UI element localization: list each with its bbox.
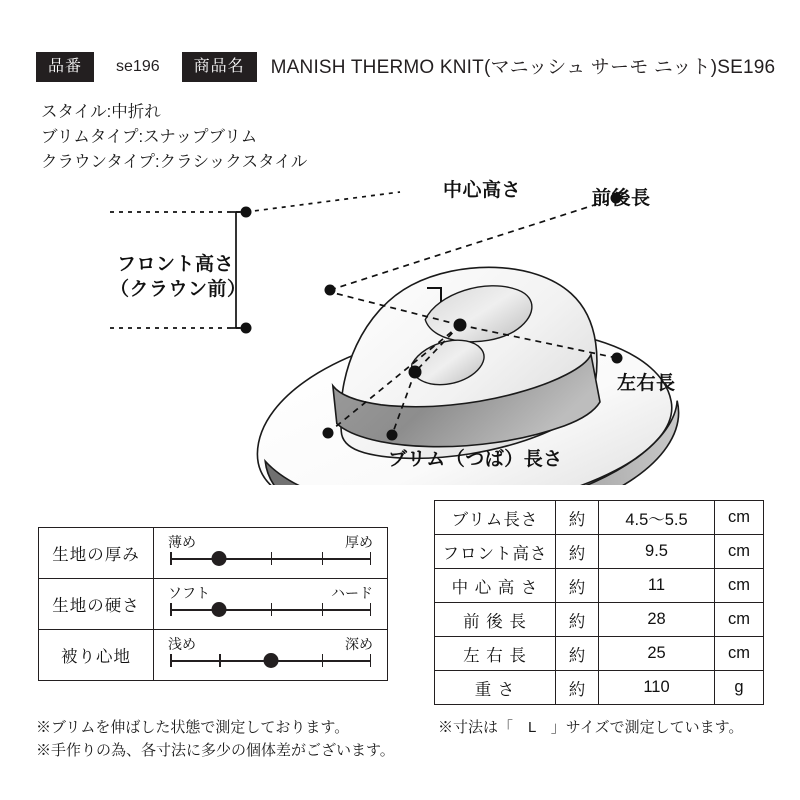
measure-approx: 約 <box>556 637 599 671</box>
footnote-left-line1: ※ブリムを伸ばした状態で測定しております。 <box>36 719 350 736</box>
measure-name-front-height: フロント高さ <box>435 535 556 569</box>
rating-left-label-stiffness: ソフト <box>168 585 210 601</box>
measure-unit: cm <box>715 535 764 569</box>
rating-tick <box>370 552 372 565</box>
table-row <box>39 630 388 681</box>
table-row <box>435 671 764 705</box>
rating-marker-stiffness <box>212 602 227 617</box>
rating-right-label-fit: 深め <box>345 636 373 652</box>
table-row <box>39 579 388 630</box>
rating-track-stiffness <box>154 579 388 630</box>
measure-approx: 約 <box>556 569 599 603</box>
label-front-back-length: 前後長 <box>592 188 651 209</box>
label-front-height-line2: （クラウン前） <box>110 279 247 300</box>
table-row <box>435 535 764 569</box>
rating-tick <box>271 603 273 616</box>
measure-value-center-height: 11 <box>599 569 715 603</box>
header-bar <box>36 52 789 82</box>
measure-name-front-back: 前 後 長 <box>435 603 556 637</box>
label-left-right-length: 左右長 <box>617 373 676 394</box>
measure-name-left-right: 左 右 長 <box>435 637 556 671</box>
measure-name-brim: ブリム長さ <box>435 501 556 535</box>
rating-tick <box>170 654 172 667</box>
measure-unit: cm <box>715 637 764 671</box>
table-row <box>435 637 764 671</box>
measure-approx: 約 <box>556 603 599 637</box>
rating-name-thickness: 生地の厚み <box>39 528 154 579</box>
measure-unit: cm <box>715 569 764 603</box>
rating-tick <box>219 654 221 667</box>
spec-line-crown-type: クラウンタイプ:クラシックスタイル <box>41 153 308 171</box>
label-front-height-line1: フロント高さ <box>117 254 235 275</box>
measure-unit: cm <box>715 603 764 637</box>
rating-tick <box>170 552 172 565</box>
rating-tick <box>322 654 324 667</box>
table-row <box>435 501 764 535</box>
measurement-table <box>434 500 764 705</box>
product-code-label: 品番 <box>36 52 94 82</box>
rating-track-thickness <box>154 528 388 579</box>
measure-unit: cm <box>715 501 764 535</box>
measure-value-weight: 110 <box>599 671 715 705</box>
spec-line-style: スタイル:中折れ <box>41 103 161 121</box>
feel-rating-table <box>38 527 388 681</box>
rating-track-fit <box>154 630 388 681</box>
measure-value-front-height: 9.5 <box>599 535 715 569</box>
rating-tick <box>322 552 324 565</box>
table-row <box>39 528 388 579</box>
product-name-value: MANISH THERMO KNIT(マニッシュ サーモ ニット)SE196 <box>270 56 776 78</box>
label-brim-length: ブリム（つば）長さ <box>388 449 563 470</box>
measure-approx: 約 <box>556 671 599 705</box>
rating-right-label-thickness: 厚め <box>345 534 373 550</box>
rating-tick <box>370 654 372 667</box>
product-name-label: 商品名 <box>182 52 257 82</box>
rating-tick <box>370 603 372 616</box>
table-row <box>435 569 764 603</box>
rating-marker-thickness <box>212 551 227 566</box>
measure-value-left-right: 25 <box>599 637 715 671</box>
rating-tick <box>322 603 324 616</box>
measure-approx: 約 <box>556 535 599 569</box>
rating-right-label-stiffness: ハード <box>331 585 373 601</box>
rating-left-label-thickness: 薄め <box>168 534 196 550</box>
measure-name-center-height: 中 心 高 さ <box>435 569 556 603</box>
measure-approx: 約 <box>556 501 599 535</box>
rating-marker-fit <box>263 653 278 668</box>
measure-name-weight: 重 さ <box>435 671 556 705</box>
spec-line-brim-type: ブリムタイプ:スナップブリム <box>41 128 258 146</box>
footnote-right <box>438 716 743 739</box>
product-code-value: se196 <box>116 58 160 75</box>
hat-diagram <box>0 140 800 485</box>
footnote-left <box>36 716 395 762</box>
footnote-left-line2: ※手作りの為、各寸法に多少の個体差がございます。 <box>36 742 395 759</box>
measure-unit: g <box>715 671 764 705</box>
rating-name-stiffness: 生地の硬さ <box>39 579 154 630</box>
rating-tick <box>170 603 172 616</box>
measure-value-brim: 4.5〜5.5 <box>599 501 715 535</box>
table-row <box>435 603 764 637</box>
measure-value-front-back: 28 <box>599 603 715 637</box>
rating-name-fit: 被り心地 <box>39 630 154 681</box>
rating-tick <box>271 552 273 565</box>
label-center-height: 中心高さ <box>443 180 522 201</box>
footnote-right-line1: ※寸法は「 L 」サイズで測定しています。 <box>438 719 744 736</box>
rating-left-label-fit: 浅め <box>168 636 196 652</box>
